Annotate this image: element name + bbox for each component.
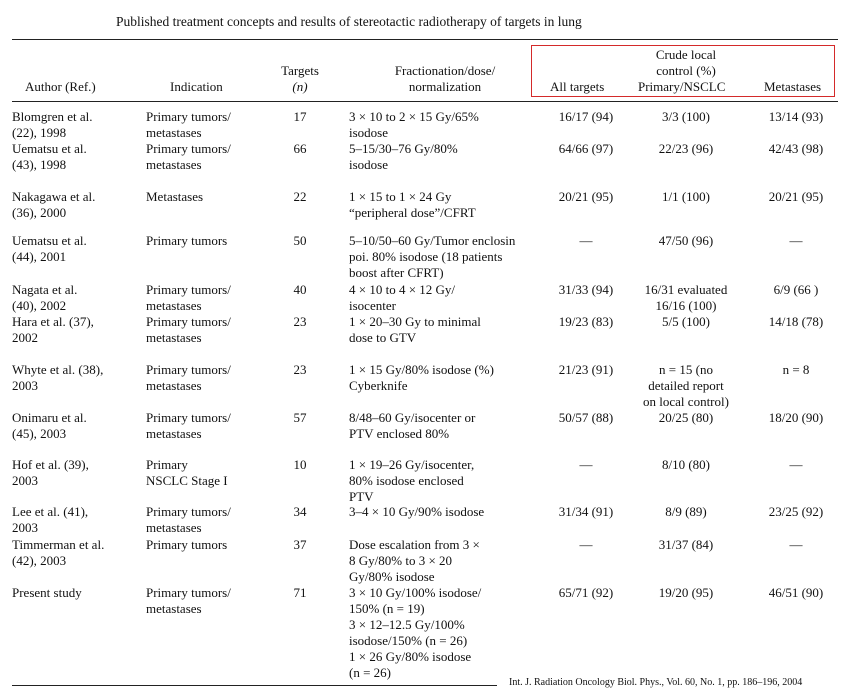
cell-primary-nsclc: n = 15 (no detailed report on local control) bbox=[643, 362, 729, 409]
cell-all-targets: — bbox=[579, 233, 593, 248]
cell-metastases: 46/51 (90) bbox=[768, 585, 824, 600]
cell-targets: 71 bbox=[293, 585, 307, 600]
table-title: Published treatment concepts and results of stereotactic radiotherapy of targets in lung bbox=[116, 14, 582, 29]
cell-metastases: 20/21 (95) bbox=[768, 189, 824, 204]
cell-targets: 23 bbox=[293, 314, 307, 329]
header-crude-local-control: Crude local control (%) bbox=[655, 47, 717, 78]
cell-all-targets: 19/23 (83) bbox=[558, 314, 614, 329]
cell-author: Lee et al. (41), 2003 bbox=[12, 504, 89, 535]
cell-fractionation: 5–10/50–60 Gy/Tumor enclosin poi. 80% isodose (18 patients boost after CFRT) bbox=[349, 233, 516, 280]
cell-metastases: 18/20 (90) bbox=[768, 410, 824, 425]
cell-targets: 66 bbox=[293, 141, 307, 156]
cell-metastases: — bbox=[789, 233, 803, 248]
cell-author: Uematsu et al. (43), 1998 bbox=[12, 141, 87, 172]
journal-citation: Int. J. Radiation Oncology Biol. Phys., Vol. 60, No. 1, pp. 186–196, 2004 bbox=[509, 677, 803, 688]
header-rule bbox=[12, 101, 838, 102]
cell-fractionation: 3 × 10 to 2 × 15 Gy/65% isodose bbox=[349, 109, 479, 140]
cell-primary-nsclc: 1/1 (100) bbox=[661, 189, 711, 204]
cell-all-targets: 21/23 (91) bbox=[558, 362, 614, 377]
cell-author: Nakagawa et al. (36), 2000 bbox=[12, 189, 96, 220]
cell-fractionation: 1 × 15 Gy/80% isodose (%) Cyberknife bbox=[349, 362, 494, 393]
header-primary-nsclc: Primary/NSCLC bbox=[638, 79, 726, 94]
cell-targets: 23 bbox=[293, 362, 307, 377]
header-indication: Indication bbox=[170, 79, 223, 94]
cell-metastases: 6/9 (66 ) bbox=[773, 282, 819, 297]
cell-primary-nsclc: 5/5 (100) bbox=[661, 314, 711, 329]
cell-targets: 50 bbox=[293, 233, 307, 248]
cell-primary-nsclc: 22/23 (96) bbox=[658, 141, 714, 156]
header-targets: Targets bbox=[281, 63, 319, 78]
cell-fractionation: 1 × 20–30 Gy to minimal dose to GTV bbox=[349, 314, 481, 345]
header-metastases: Metastases bbox=[764, 79, 822, 94]
cell-all-targets: 65/71 (92) bbox=[558, 585, 614, 600]
header-fractionation: Fractionation/dose/ normalization bbox=[394, 63, 496, 94]
cell-targets: 22 bbox=[293, 189, 307, 204]
title-rule bbox=[12, 39, 838, 40]
cell-all-targets: — bbox=[579, 537, 593, 552]
cell-metastases: — bbox=[789, 457, 803, 472]
cell-targets: 40 bbox=[293, 282, 307, 297]
cell-all-targets: 50/57 (88) bbox=[558, 410, 614, 425]
cell-primary-nsclc: 8/10 (80) bbox=[661, 457, 711, 472]
cell-author: Present study bbox=[12, 585, 82, 600]
cell-metastases: n = 8 bbox=[782, 362, 810, 377]
header-all-targets: All targets bbox=[550, 79, 605, 94]
cell-author: Uematsu et al. (44), 2001 bbox=[12, 233, 87, 264]
cell-author: Blomgren et al. (22), 1998 bbox=[12, 109, 93, 140]
cell-indication: Primary tumors/ metastases bbox=[146, 585, 231, 616]
cell-primary-nsclc: 20/25 (80) bbox=[658, 410, 714, 425]
header-targets-n: (n) bbox=[292, 79, 308, 94]
cell-primary-nsclc: 16/31 evaluated 16/16 (100) bbox=[644, 282, 728, 313]
cell-indication: Primary tumors/ metastases bbox=[146, 109, 231, 140]
cell-indication: Primary tumors bbox=[146, 537, 228, 552]
cell-metastases: 14/18 (78) bbox=[768, 314, 824, 329]
cell-author: Hof et al. (39), 2003 bbox=[12, 457, 89, 488]
cell-targets: 57 bbox=[293, 410, 307, 425]
cell-indication: Primary tumors/ metastases bbox=[146, 314, 231, 345]
cell-targets: 34 bbox=[293, 504, 307, 519]
cell-all-targets: 16/17 (94) bbox=[558, 109, 614, 124]
cell-targets: 10 bbox=[293, 457, 307, 472]
cell-indication: Primary tumors/ metastases bbox=[146, 504, 231, 535]
cell-indication: Primary NSCLC Stage I bbox=[146, 457, 228, 488]
cell-all-targets: — bbox=[579, 457, 593, 472]
footer-rule bbox=[12, 685, 497, 686]
cell-indication: Primary tumors/ metastases bbox=[146, 362, 231, 393]
cell-fractionation: 3 × 10 Gy/100% isodose/ 150% (n = 19) 3 × 12–12.5 Gy/100% isodose/150% (n = 26) 1 × 26 Gy/80% isodose (n = 26) bbox=[349, 585, 482, 680]
cell-fractionation: 4 × 10 to 4 × 12 Gy/ isocenter bbox=[349, 282, 456, 313]
cell-all-targets: 64/66 (97) bbox=[558, 141, 614, 156]
cell-author: Nagata et al. (40), 2002 bbox=[12, 282, 78, 313]
cell-indication: Primary tumors bbox=[146, 233, 228, 248]
cell-author: Timmerman et al. (42), 2003 bbox=[12, 537, 105, 568]
cell-author: Hara et al. (37), 2002 bbox=[12, 314, 94, 345]
cell-primary-nsclc: 3/3 (100) bbox=[661, 109, 711, 124]
cell-all-targets: 20/21 (95) bbox=[558, 189, 614, 204]
cell-primary-nsclc: 47/50 (96) bbox=[658, 233, 714, 248]
cell-metastases: — bbox=[789, 537, 803, 552]
cell-indication: Primary tumors/ metastases bbox=[146, 141, 231, 172]
cell-metastases: 23/25 (92) bbox=[768, 504, 824, 519]
cell-author: Onimaru et al. (45), 2003 bbox=[12, 410, 87, 441]
cell-indication: Metastases bbox=[146, 189, 204, 204]
cell-all-targets: 31/34 (91) bbox=[558, 504, 614, 519]
cell-indication: Primary tumors/ metastases bbox=[146, 410, 231, 441]
cell-fractionation: 1 × 19–26 Gy/isocenter, 80% isodose enclosed PTV bbox=[349, 457, 475, 504]
header-author: Author (Ref.) bbox=[25, 79, 96, 94]
cell-metastases: 13/14 (93) bbox=[768, 109, 824, 124]
cell-targets: 17 bbox=[293, 109, 307, 124]
cell-fractionation: 3–4 × 10 Gy/90% isodose bbox=[349, 504, 485, 519]
cell-indication: Primary tumors/ metastases bbox=[146, 282, 231, 313]
cell-fractionation: Dose escalation from 3 × 8 Gy/80% to 3 × 20 Gy/80% isodose bbox=[349, 537, 480, 584]
cell-author: Whyte et al. (38), 2003 bbox=[12, 362, 104, 393]
cell-targets: 37 bbox=[293, 537, 307, 552]
cell-fractionation: 1 × 15 to 1 × 24 Gy “peripheral dose”/CFRT bbox=[349, 189, 476, 220]
cell-metastases: 42/43 (98) bbox=[768, 141, 824, 156]
cell-fractionation: 5–15/30–76 Gy/80% isodose bbox=[349, 141, 458, 172]
cell-primary-nsclc: 8/9 (89) bbox=[665, 504, 707, 519]
cell-primary-nsclc: 19/20 (95) bbox=[658, 585, 714, 600]
cell-all-targets: 31/33 (94) bbox=[558, 282, 614, 297]
cell-fractionation: 8/48–60 Gy/isocenter or PTV enclosed 80% bbox=[349, 410, 476, 441]
cell-primary-nsclc: 31/37 (84) bbox=[658, 537, 714, 552]
